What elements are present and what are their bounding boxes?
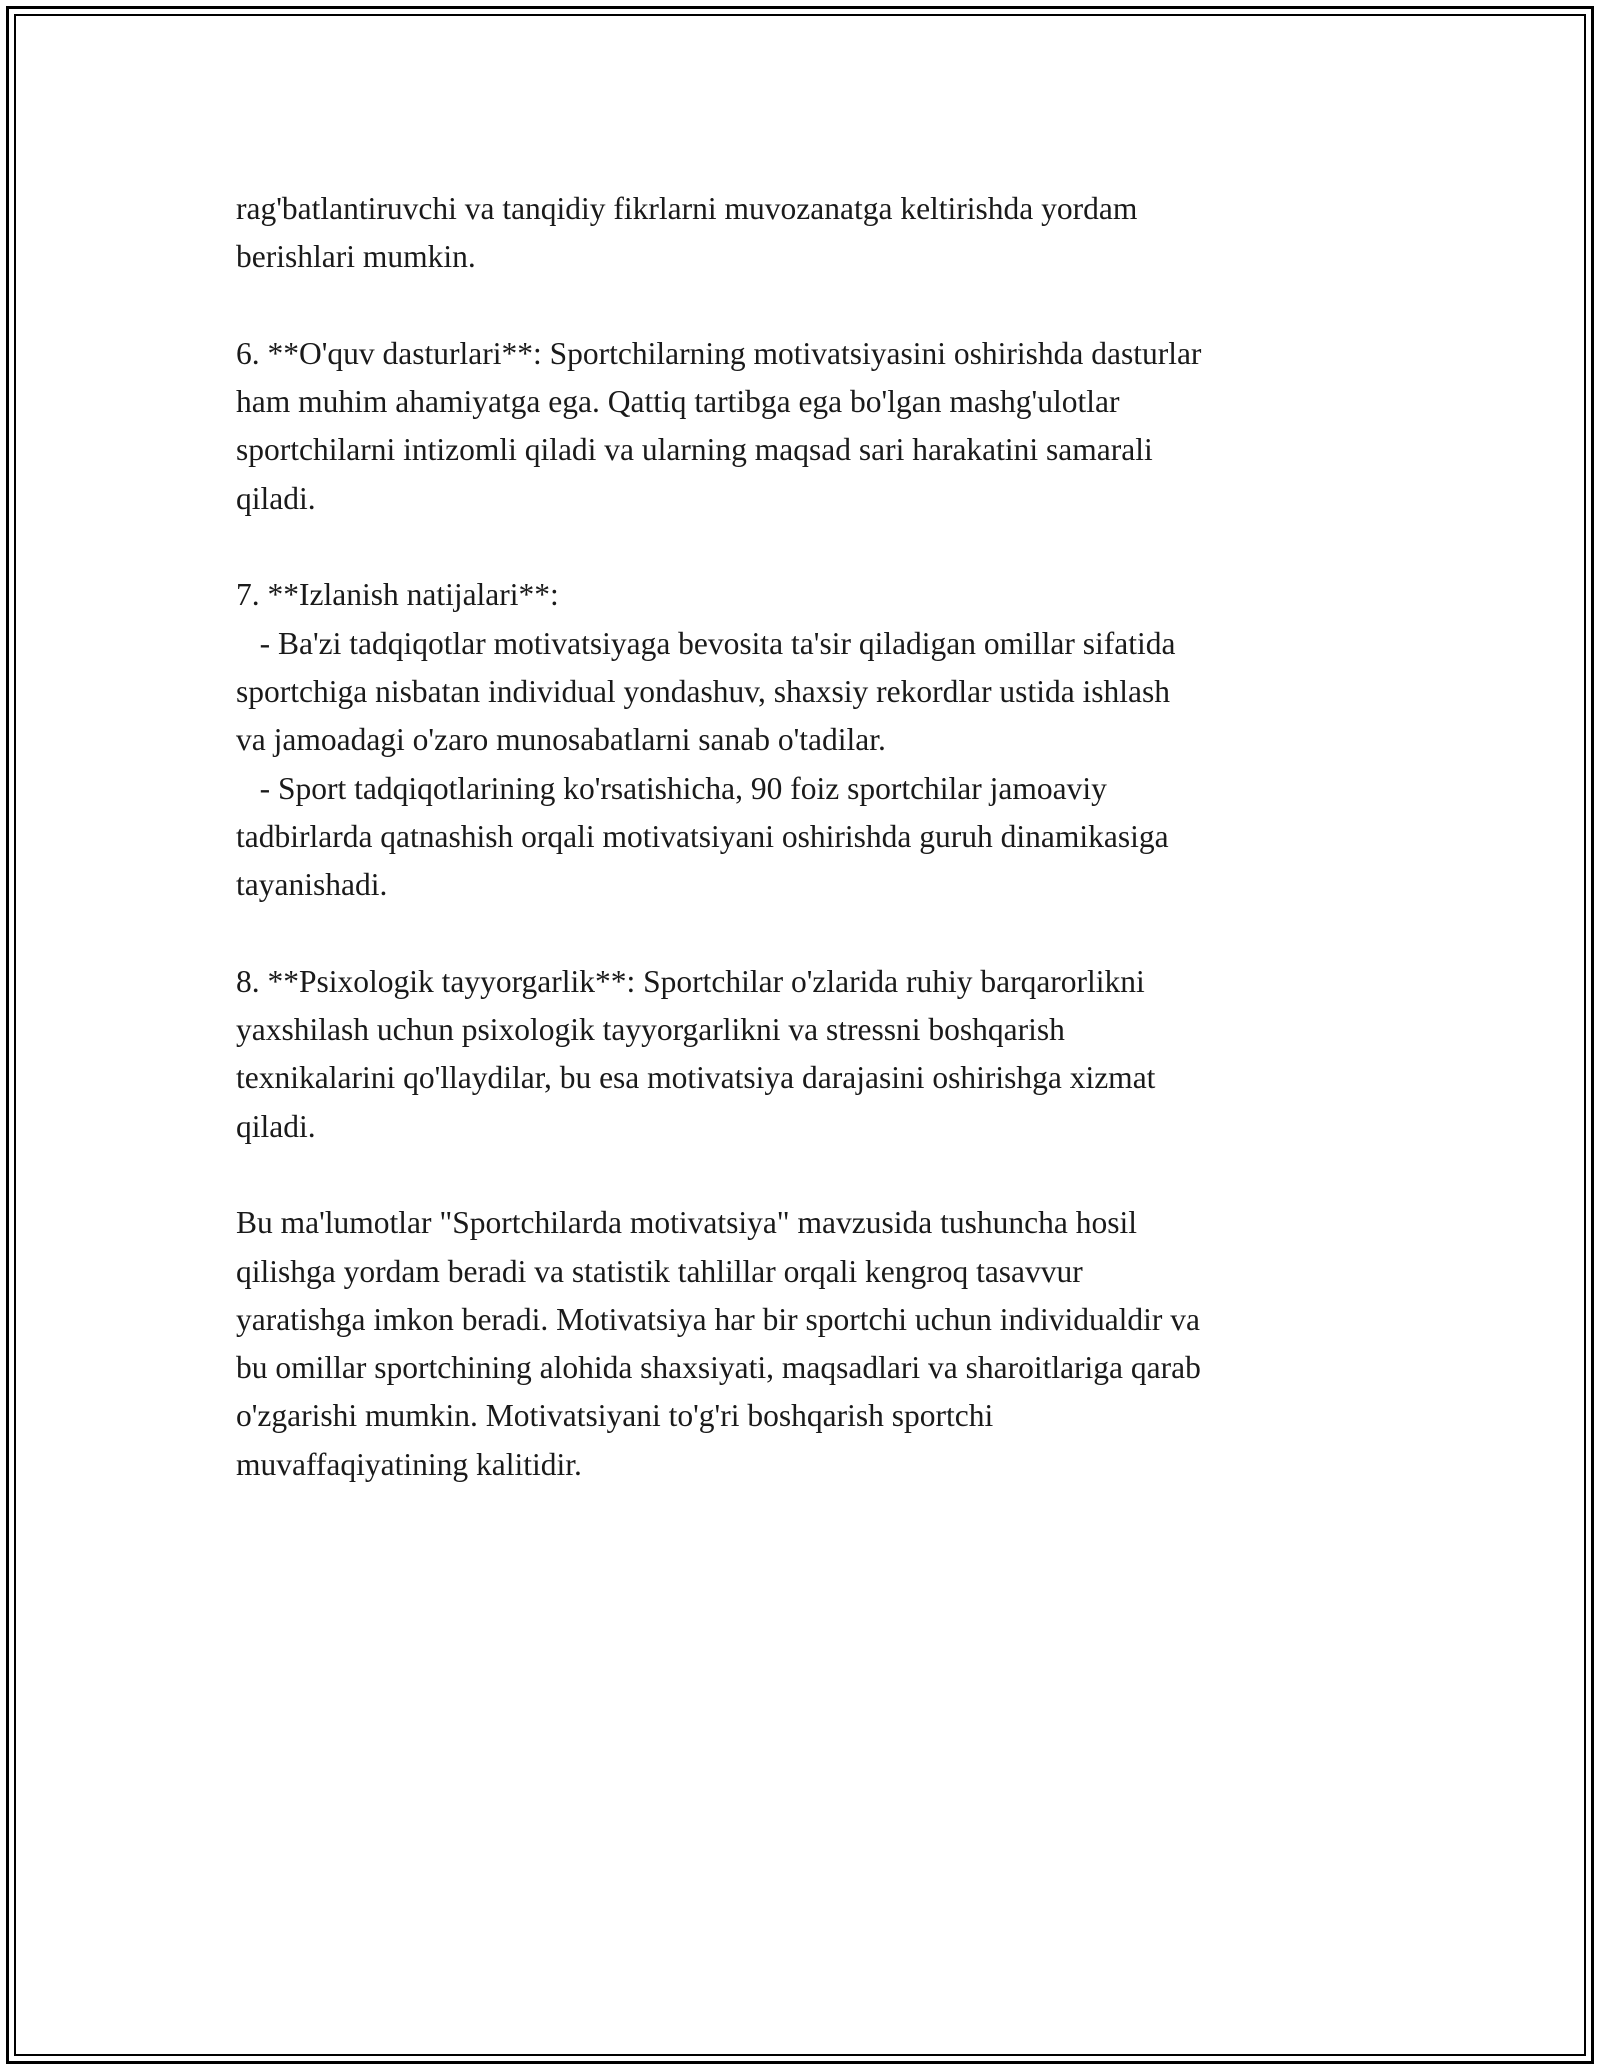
text-line: texnikalarini qo'llaydilar, bu esa motivatsiya darajasini oshirishga xizmat [236,1060,1156,1096]
text-line: yaratishga imkon beradi. Motivatsiya har bir sportchi uchun individualdir va [236,1301,1201,1337]
document-body [236,185,1396,1489]
text-line: yaxshilash uchun psixologik tayyorgarlikni va stressni boshqarish [236,1012,1065,1048]
text-line: qiladi. [236,1108,316,1144]
bullet-line: - Sport tadqiqotlarining ko'rsatishicha, 90 foiz sportchilar jamoaviy [236,770,1107,806]
text-line: bu omillar sportchining alohida shaxsiyati, maqsadlari va sharoitlariga qarab [236,1350,1201,1386]
text-line: qiladi. [236,480,316,516]
text-line: muvaffaqiyatining kalitidir. [236,1446,582,1482]
blank-line [236,523,1396,571]
text-line: sportchiga nisbatan individual yondashuv, shaxsiy rekordlar ustida ishlash [236,673,1171,709]
text-line: va jamoadagi o'zaro munosabatlarni sanab o'tadilar. [236,722,886,758]
text-line: rag'batlantiruvchi va tanqidiy fikrlarni muvozanatga keltirishda yordam [236,191,1138,226]
text-line: o'zgarishi mumkin. Motivatsiyani to'g'ri boshqarish sportchi [236,1398,994,1434]
text-line: tadbirlarda qatnashish orqali motivatsiyani oshirishda guruh dinamikasiga [236,818,1169,854]
blank-line [236,282,1396,330]
text-line: berishlari mumkin. [236,239,476,275]
section-7-heading-line: 7. **Izlanish natijalari**: [236,577,559,613]
bullet-line: - Ba'zi tadqiqotlar motivatsiyaga bevosita ta'sir qiladigan omillar sifatida [236,625,1176,661]
text-line: qilishga yordam beradi va statistik tahlillar orqali kengroq tasavvur [236,1253,1083,1289]
blank-line [236,1151,1396,1199]
blank-line [236,909,1396,957]
text-line: tayanishadi. [236,867,388,903]
section-6-heading-line: 6. **O'quv dasturlari**: Sportchilarning motivatsiyasini oshirishda dasturlar [236,335,1202,371]
conclusion-line: Bu ma'lumotlar "Sportchilarda motivatsiya" mavzusida tushuncha hosil [236,1205,1137,1241]
text-line: ham muhim ahamiyatga ega. Qattiq tartibga ega bo'lgan mashg'ulotlar [236,384,1120,420]
text-line: sportchilarni intizomli qiladi va ularning maqsad sari harakatini samarali [236,432,1153,468]
section-8-heading-line: 8. **Psixologik tayyorgarlik**: Sportchilar o'zlarida ruhiy barqarorlikni [236,963,1145,999]
